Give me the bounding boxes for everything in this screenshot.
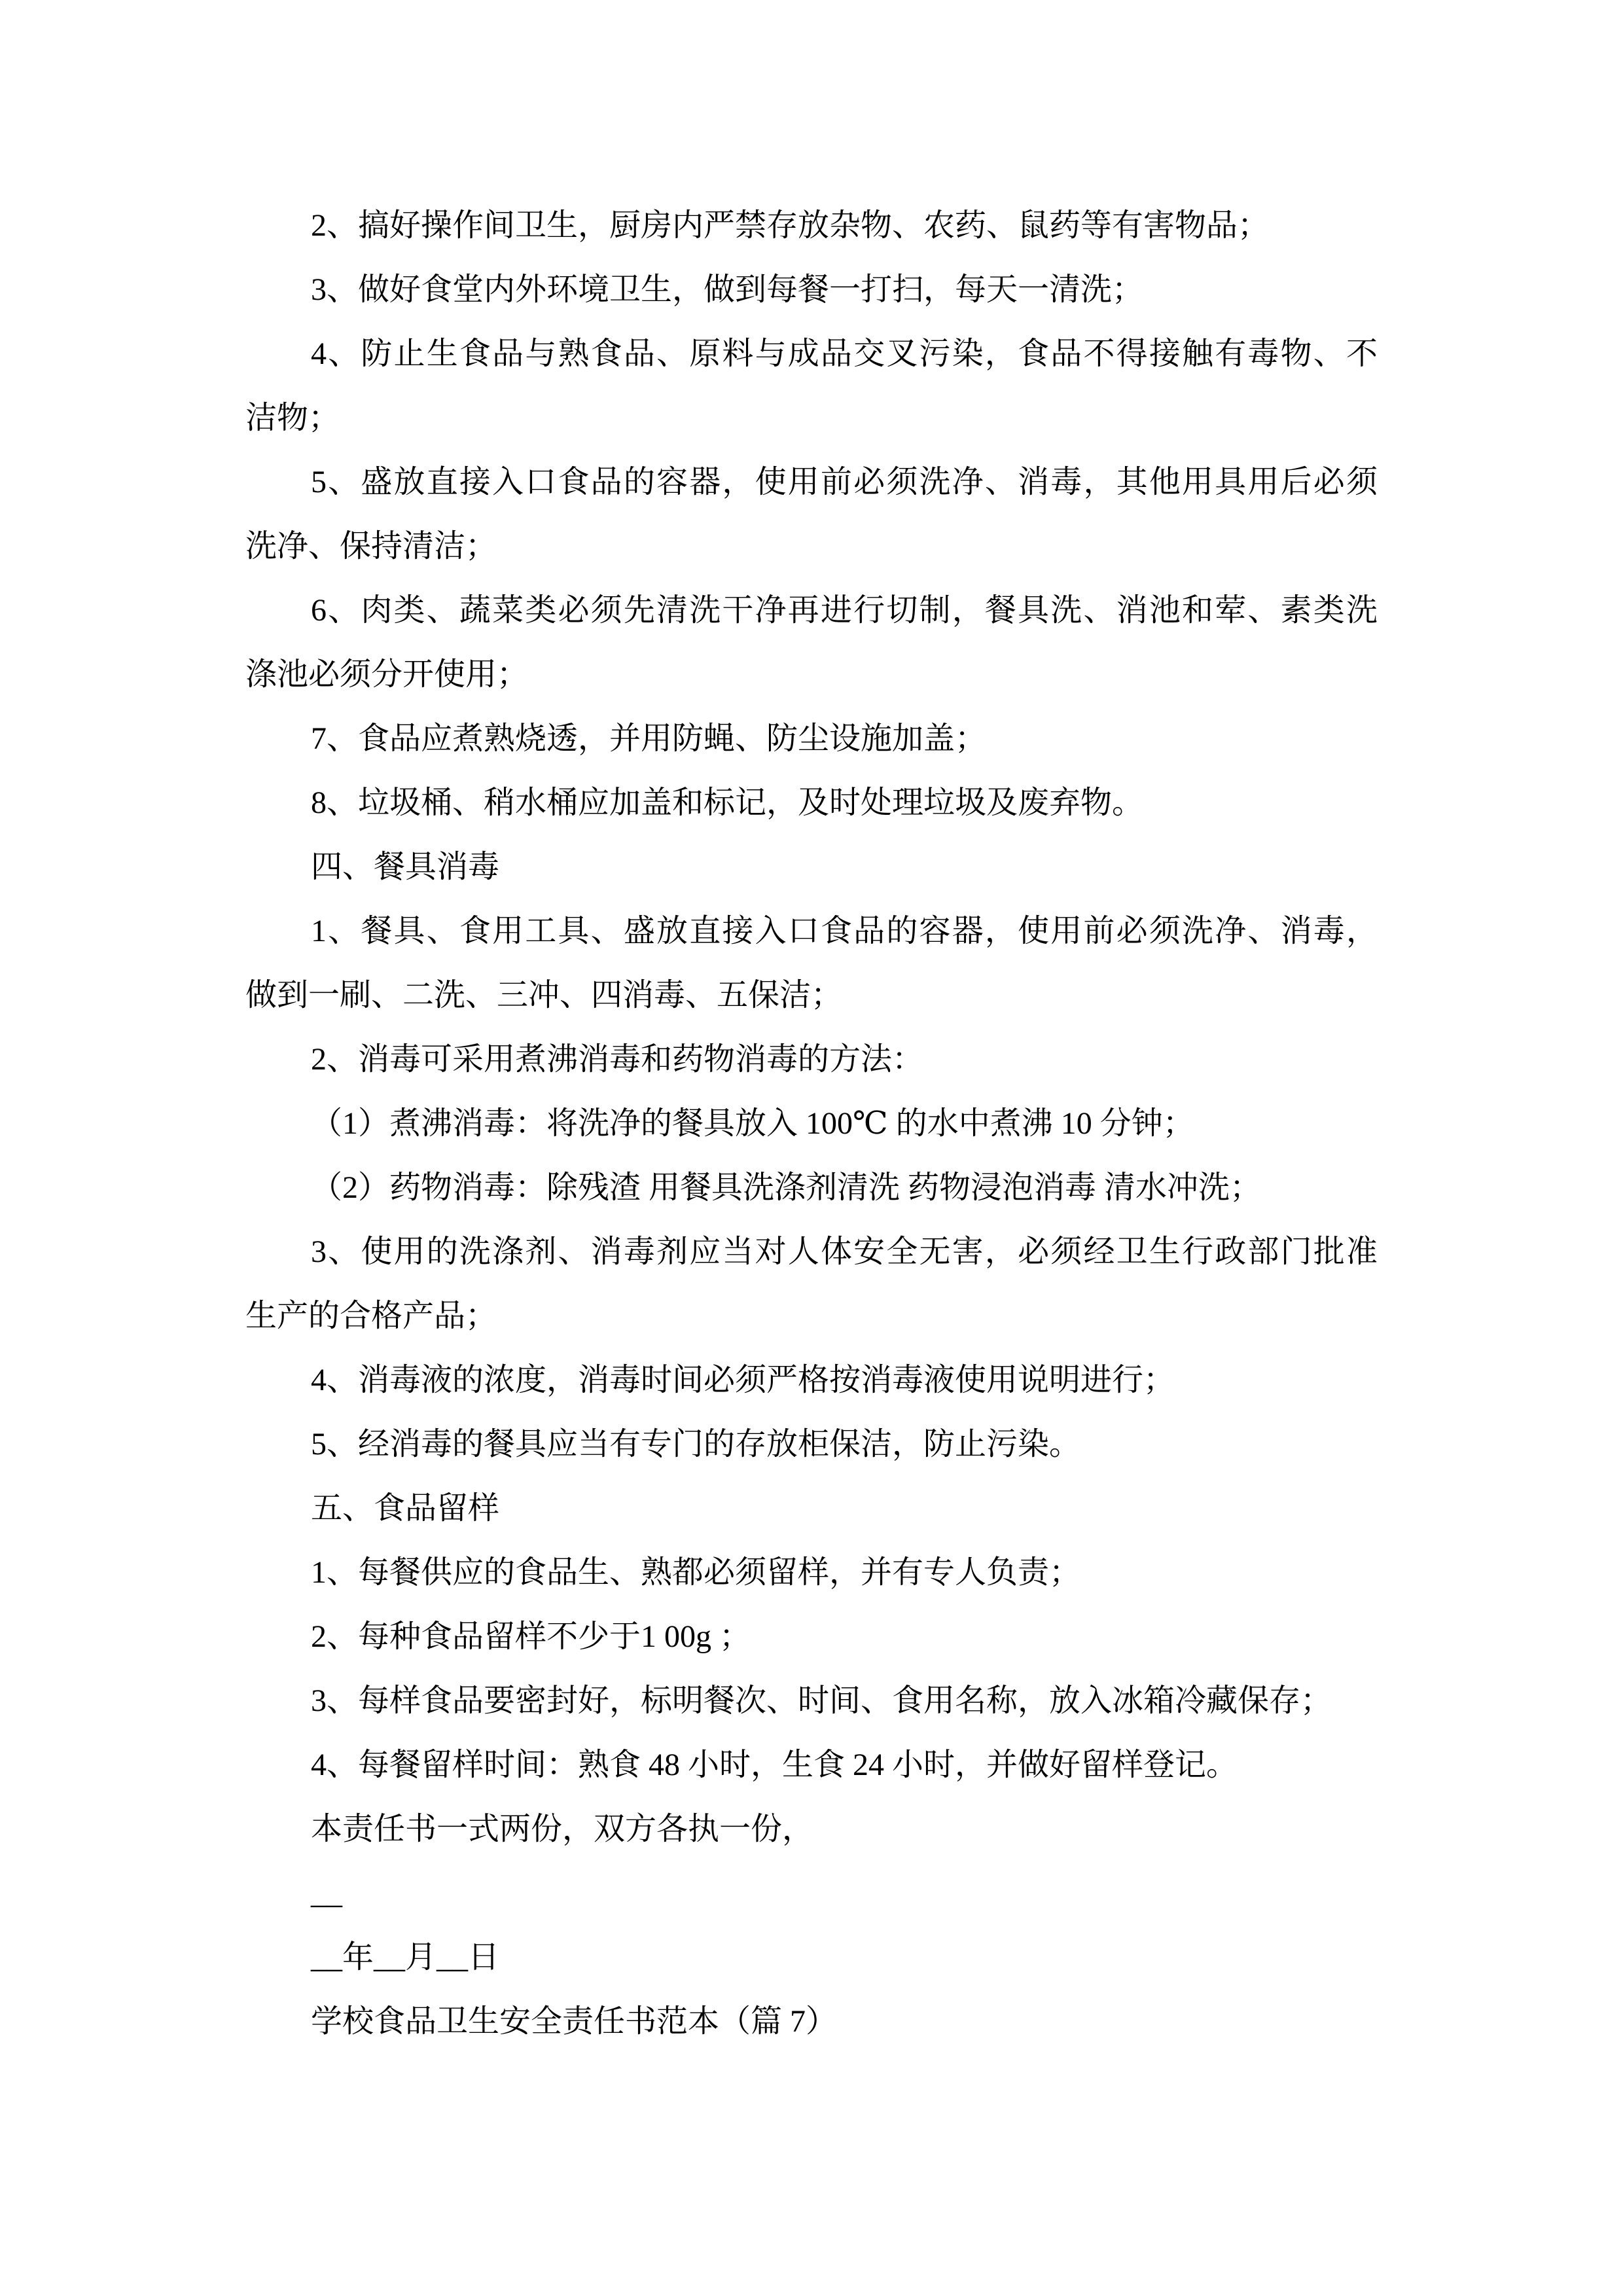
text-line: 生产的合格产品； [245,1299,497,1333]
text-line: （2）药物消毒：除残渣 用餐具洗涤剂清洗 药物浸泡消毒 清水冲洗； [311,1170,1262,1205]
text-line: 8、垃圾桶、稍水桶应加盖和标记，及时处理垃圾及废弃物。 [311,785,1144,820]
text-line: 2、搞好操作间卫生，厨房内严禁存放杂物、农药、鼠药等有害物品； [311,208,1270,243]
text-line: 3、每样食品要密封好，标明餐次、时间、食用名称，放入冰箱冷藏保存； [311,1683,1332,1718]
text-line: __ [311,1876,342,1910]
text-line: 1、餐具、食用工具、盛放直接入口食品的容器，使用前必须洗净、消毒， [311,914,1378,948]
text-line: 四、餐具消毒 [311,850,500,884]
text-line: 4、消毒液的浓度，消毒时间必须严格按消毒液使用说明进行； [311,1363,1175,1397]
text-line: 涤池必须分开使用； [245,657,529,692]
text-line: 五、食品留样 [311,1491,500,1526]
text-line: 5、经消毒的餐具应当有专门的存放柜保洁，防止污染。 [311,1427,1081,1462]
text-line: 2、每种食品留样不少于1 00g ； [311,1619,751,1654]
text-line: 4、每餐留样时间：熟食 48 小时，生食 24 小时，并做好留样登记。 [311,1748,1238,1782]
text-line: __年__月__日 [311,1940,500,1975]
text-line: 学校食品卫生安全责任书范本（篇 7） [311,2004,838,2039]
text-line: 洗净、保持清洁； [245,529,497,564]
text-line: 5、盛放直接入口食品的容器，使用前必须洗净、消毒，其他用具用后必须 [311,465,1378,499]
text-line: 3、使用的洗涤剂、消毒剂应当对人体安全无害，必须经卫生行政部门批准 [311,1234,1378,1269]
text-line: 1、每餐供应的食品生、熟都必须留样，并有专人负责； [311,1555,1081,1590]
text-line: 6、肉类、蔬菜类必须先清洗干净再进行切制，餐具洗、消池和荤、素类洗 [311,593,1378,628]
text-line: 洁物； [245,401,340,435]
text-line: 4、防止生食品与熟食品、原料与成品交叉污染，食品不得接触有毒物、不 [311,336,1378,371]
text-line: 2、消毒可采用煮沸消毒和药物消毒的方法： [311,1042,924,1077]
text-line: 本责任书一式两份，双方各执一份， [311,1812,814,1846]
text-line: （1）煮沸消毒：将洗净的餐具放入 100℃ 的水中煮沸 10 分钟； [311,1106,1194,1141]
text-line: 3、做好食堂内外环境卫生，做到每餐一打扫，每天一清洗； [311,272,1144,307]
text-line: 做到一刷、二洗、三冲、四消毒、五保洁； [245,978,843,1013]
text-line: 7、食品应煮熟烧透，并用防蝇、防尘设施加盖； [311,721,987,756]
